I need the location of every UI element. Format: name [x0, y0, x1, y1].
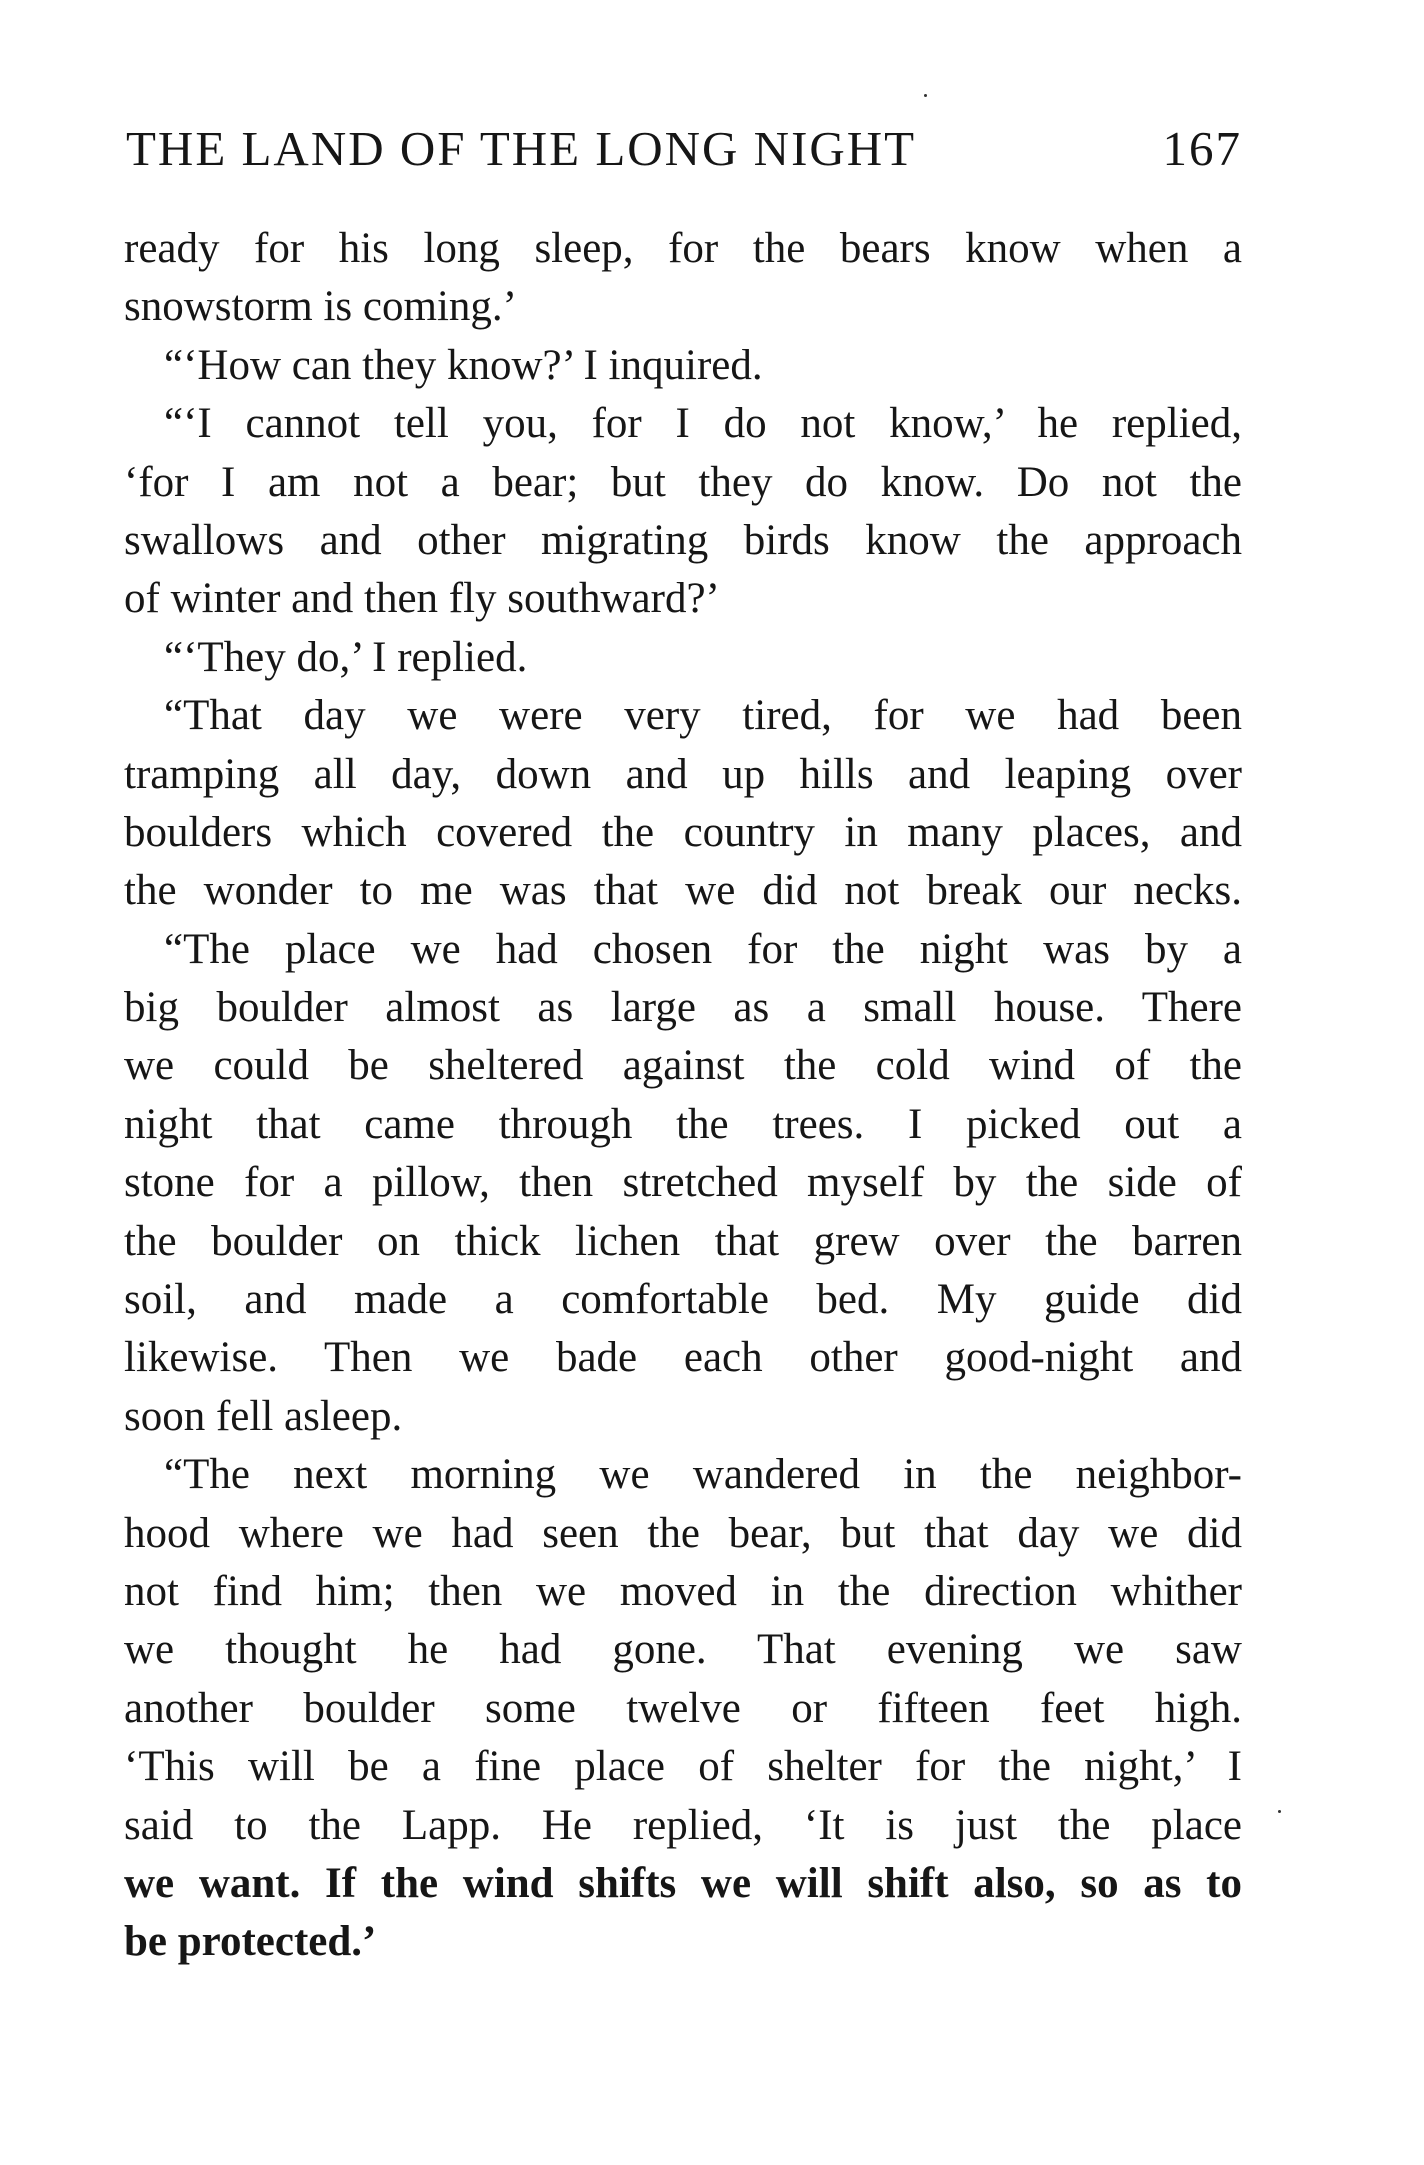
text-line: ‘This will be a fine place of shelter for the night,’ I	[124, 1743, 1242, 1791]
text-line: the wonder to me was that we did not break our necks.	[124, 867, 1242, 915]
text-line: “‘They do,’ I replied.	[164, 633, 528, 681]
text-line: boulders which covered the country in many places, and	[124, 808, 1242, 856]
text-line: we want. If the wind shifts we will shift also, so as to	[124, 1859, 1242, 1907]
text-line: of winter and then fly southward?’	[124, 575, 720, 623]
text-line: “‘I cannot tell you, for I do not know,’ he replied,	[164, 400, 1242, 448]
text-line: ready for his long sleep, for the bears know when a	[124, 225, 1242, 272]
text-line: tramping all day, down and up hills and leaping over	[124, 750, 1242, 798]
text-line: “That day we were very tired, for we had been	[164, 692, 1242, 740]
text-line: we thought he had gone. That evening we saw	[124, 1626, 1242, 1674]
text-line: we could be sheltered against the cold wind of the	[124, 1042, 1242, 1090]
text-line: likewise. Then we bade each other good-night and	[124, 1334, 1242, 1382]
text-line: snowstorm is coming.’	[124, 283, 517, 331]
text-line: soil, and made a comfortable bed. My guide did	[124, 1276, 1242, 1324]
text-line: “‘How can they know?’ I inquired.	[164, 341, 763, 389]
running-title: THE LAND OF THE LONG NIGHT	[126, 121, 917, 176]
text-line: “The place we had chosen for the night was by a	[164, 925, 1242, 973]
text-line: not find him; then we moved in the direction whither	[124, 1567, 1242, 1615]
scan-speck	[924, 94, 927, 97]
page-number: 167	[1162, 121, 1242, 176]
text-line: said to the Lapp. He replied, ‘It is just the place	[124, 1801, 1242, 1849]
text-line: night that came through the trees. I picked out a	[124, 1100, 1242, 1148]
text-line: ‘for I am not a bear; but they do know. Do not the	[124, 458, 1242, 506]
running-header	[126, 118, 1242, 180]
text-line: hood where we had seen the bear, but that day we did	[124, 1509, 1242, 1557]
text-line: “The next morning we wandered in the neighbor-	[164, 1451, 1242, 1499]
text-line: stone for a pillow, then stretched myself by the side of	[124, 1159, 1242, 1207]
body-text	[124, 220, 1242, 1972]
text-line: another boulder some twelve or fifteen feet high.	[124, 1684, 1242, 1732]
text-line: swallows and other migrating birds know the approach	[124, 516, 1242, 564]
text-line: the boulder on thick lichen that grew over the barren	[124, 1217, 1242, 1265]
text-line: be protected.’	[124, 1918, 377, 1966]
scan-speck	[1278, 1810, 1281, 1813]
text-line: soon fell asleep.	[124, 1392, 403, 1440]
text-line: big boulder almost as large as a small house. There	[124, 984, 1242, 1032]
